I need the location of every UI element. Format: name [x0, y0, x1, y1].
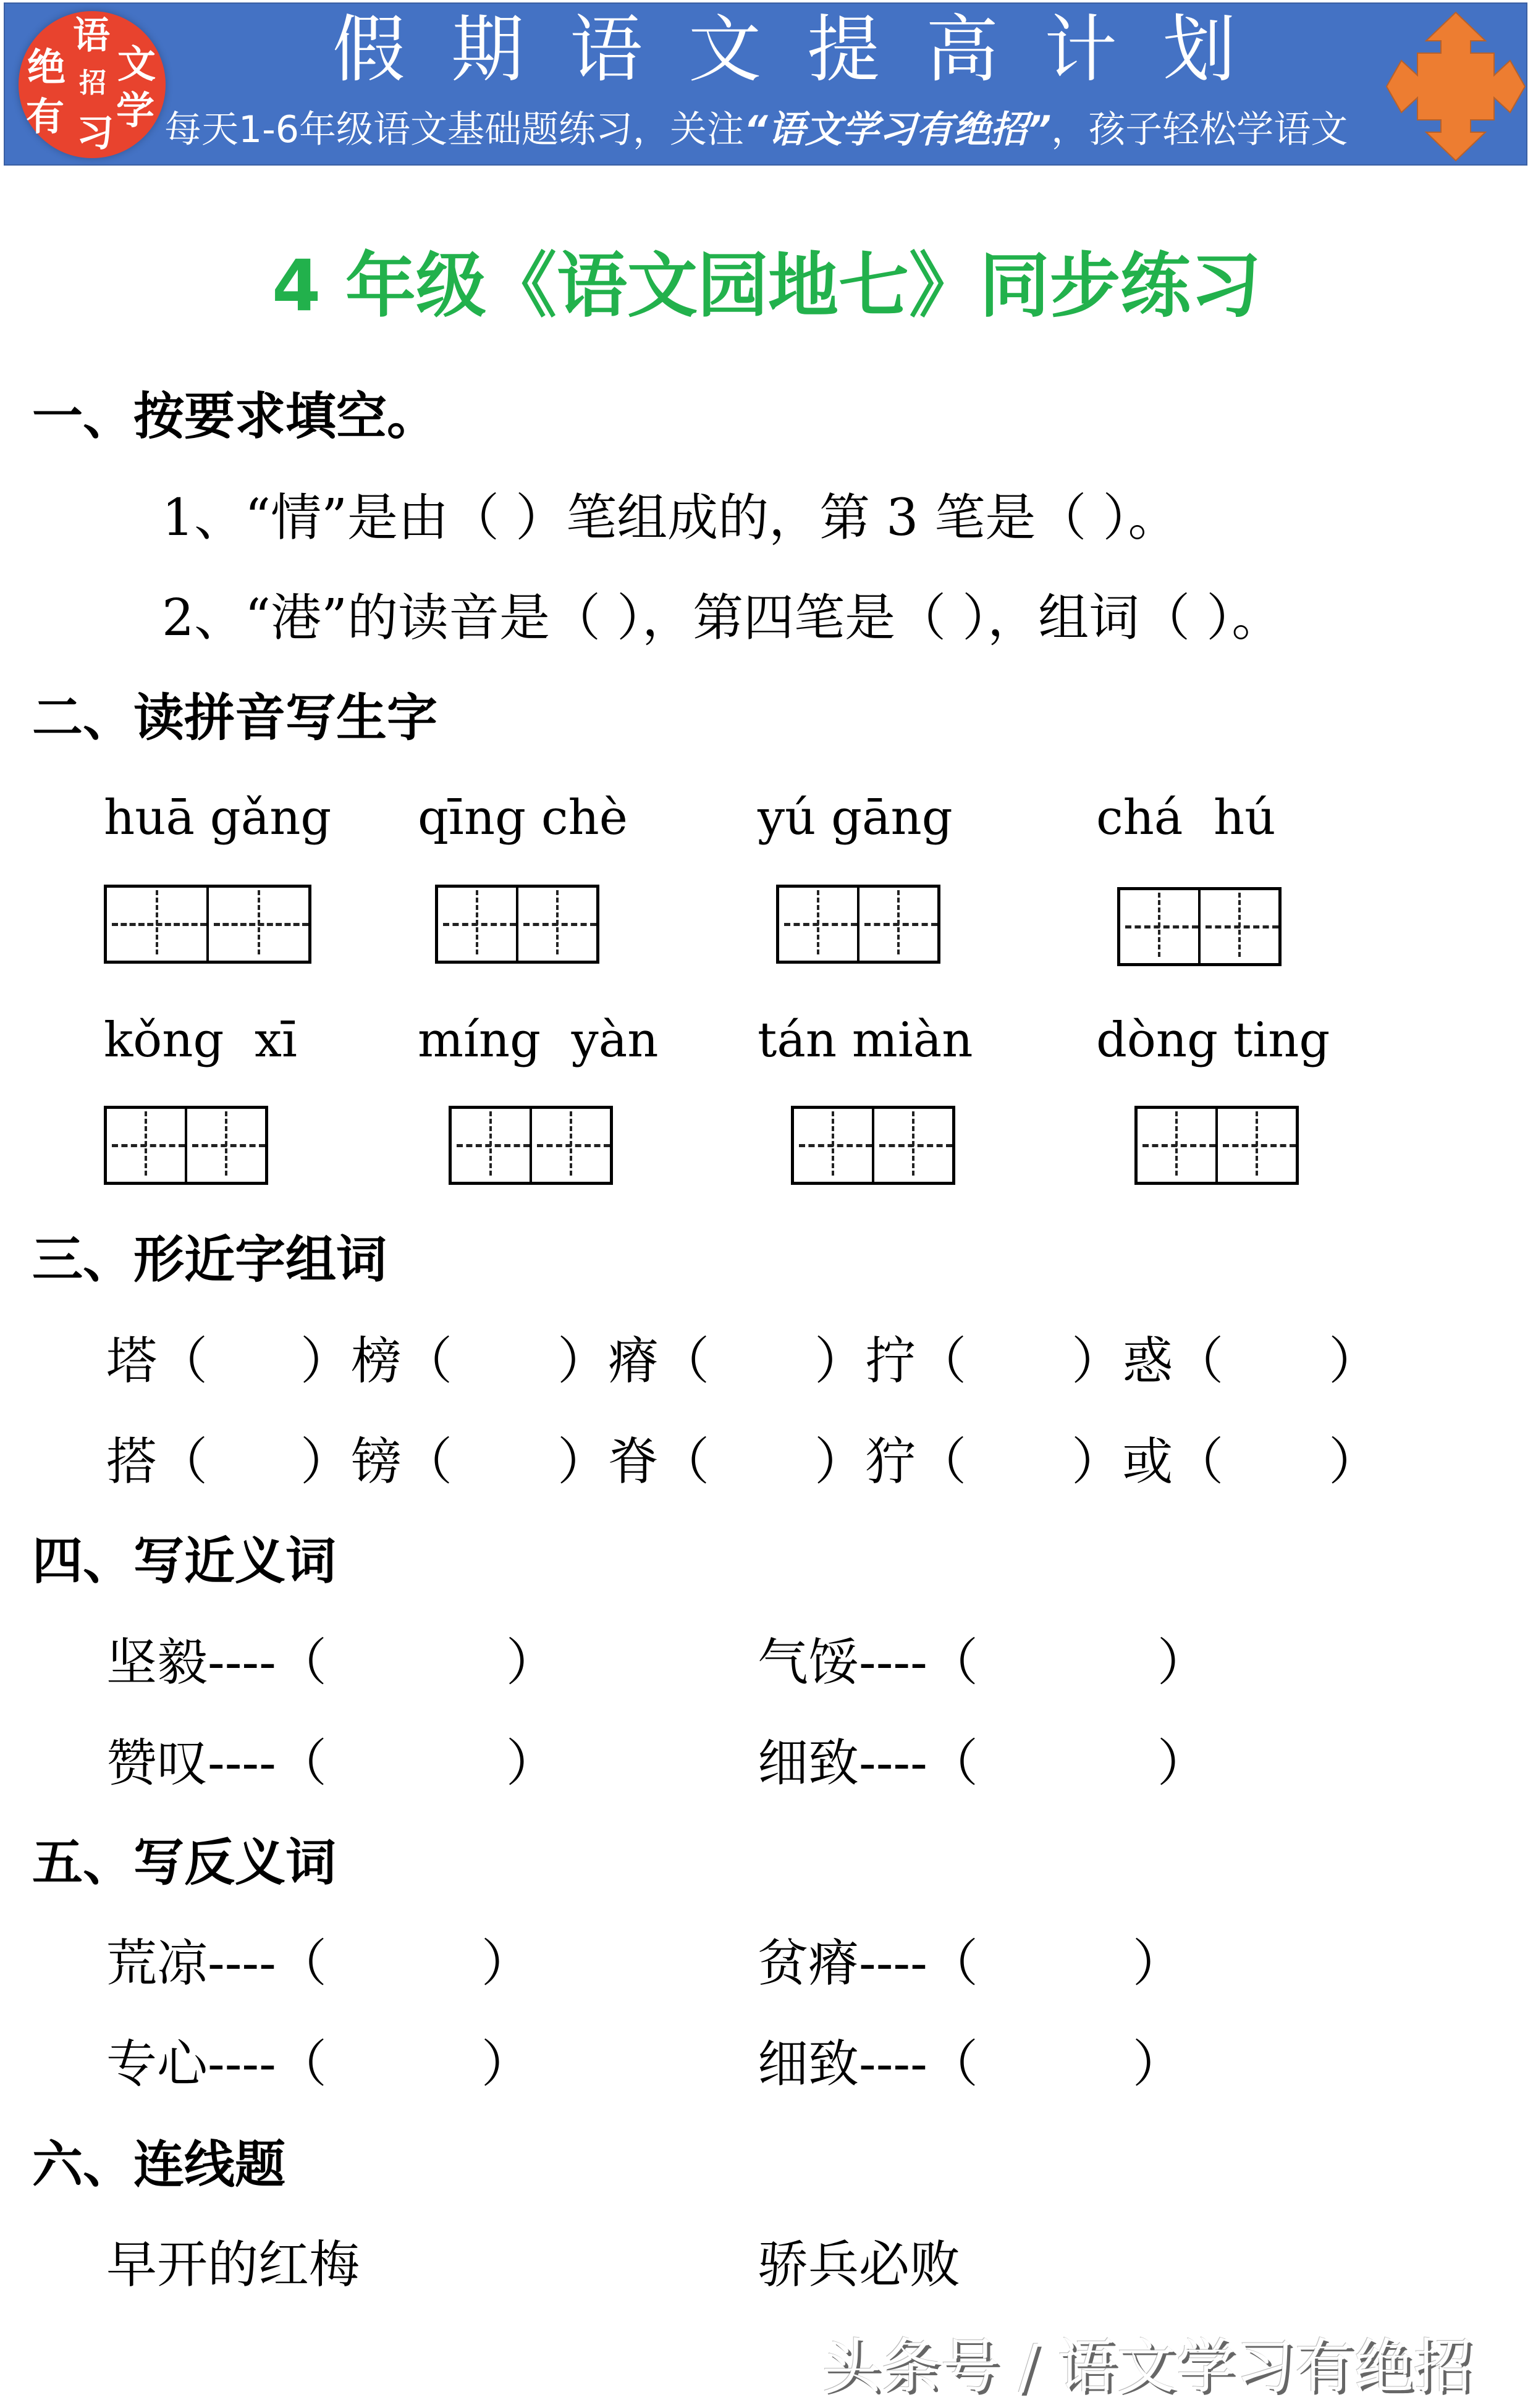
grid-cell[interactable]	[872, 1109, 952, 1182]
grid-cell[interactable]	[107, 888, 206, 961]
section-4-heading: 四、写近义词	[32, 1531, 337, 1591]
writing-grid[interactable]	[776, 885, 940, 964]
similar-char: 瘠	[608, 1332, 659, 1391]
similar-char: 拧	[865, 1332, 916, 1391]
grid-cell[interactable]	[516, 888, 596, 961]
logo-char: 有	[26, 94, 65, 139]
grid-cell[interactable]	[794, 1109, 872, 1182]
match-right-item[interactable]: 骄兵必败	[758, 2236, 961, 2294]
section-1-heading: 一、按要求填空。	[32, 387, 438, 446]
grid-cell[interactable]	[1120, 890, 1198, 963]
pinyin-label: míng yàn	[418, 1012, 659, 1068]
banner-subtitle-pre: 每天1-6年级语文基础题练习，关注	[164, 108, 744, 151]
pinyin-label: dòng ting	[1096, 1012, 1330, 1068]
writing-grid[interactable]	[449, 1106, 613, 1185]
s1-question-1: 1、“情”是由（ ）笔组成的，第 3 笔是（ ）。	[162, 489, 1179, 547]
four-way-arrow-icon	[1382, 9, 1530, 163]
grid-cell[interactable]	[1215, 1109, 1296, 1182]
logo-char: 语	[73, 14, 110, 57]
logo-char: 招	[79, 67, 106, 99]
section-5-heading: 五、写反义词	[32, 1833, 337, 1892]
grid-cell[interactable]	[857, 888, 937, 961]
writing-grid[interactable]	[435, 885, 599, 964]
logo-char: 文	[117, 41, 156, 86]
grid-cell[interactable]	[206, 888, 308, 961]
section-3-heading: 三、形近字组词	[32, 1230, 387, 1289]
grid-cell[interactable]	[185, 1109, 265, 1182]
banner-subtitle-post: ，孩子轻松学语文	[1051, 108, 1348, 151]
section-2-heading: 二、读拼音写生字	[32, 688, 438, 747]
banner-title: 假期语文提高计划	[332, 7, 1282, 92]
s3-row-2: 搭（ ）镑（ ）脊（ ）狞（ ）或（ ）	[106, 1433, 1380, 1491]
similar-char: 或	[1122, 1433, 1173, 1491]
s1-question-2: 2、“港”的读音是（ ），第四笔是（ ），组词（ ）。	[162, 589, 1283, 647]
grid-cell[interactable]	[1198, 890, 1278, 963]
similar-char: 惑	[1122, 1332, 1173, 1391]
grid-cell[interactable]	[438, 888, 516, 961]
match-left-item[interactable]: 早开的红梅	[106, 2236, 360, 2294]
synonym-item: 坚毅----（ ）	[106, 1633, 557, 1692]
writing-grid[interactable]	[1134, 1106, 1299, 1185]
similar-char: 搭	[106, 1433, 158, 1491]
writing-grid[interactable]	[1117, 887, 1282, 966]
watermark: 头条号 / 语文学习有绝招	[822, 2332, 1473, 2401]
pinyin-label: huā gǎng	[104, 790, 332, 846]
writing-grid[interactable]	[104, 885, 311, 964]
s3-row-1: 塔（ ）榜（ ）瘠（ ）拧（ ）惑（ ）	[106, 1332, 1380, 1391]
antonym-item: 细致----（ ）	[758, 2035, 1183, 2094]
similar-char: 镑	[351, 1433, 402, 1491]
similar-char: 塔	[106, 1332, 158, 1391]
pinyin-label: kǒng xī	[104, 1012, 297, 1068]
writing-grid[interactable]	[104, 1106, 268, 1185]
pinyin-label: yú gāng	[758, 790, 953, 846]
similar-char: 狞	[865, 1433, 916, 1491]
pinyin-label: chá hú	[1096, 790, 1276, 846]
similar-char: 脊	[608, 1433, 659, 1491]
logo-char: 习	[77, 112, 114, 155]
synonym-item: 气馁----（ ）	[758, 1633, 1208, 1692]
grid-cell[interactable]	[452, 1109, 530, 1182]
writing-grid[interactable]	[791, 1106, 955, 1185]
grid-cell[interactable]	[530, 1109, 610, 1182]
grid-cell[interactable]	[1138, 1109, 1215, 1182]
antonym-item: 贫瘠----（ ）	[758, 1934, 1183, 1993]
banner-subtitle-account: “语文学习有绝招”	[744, 108, 1052, 151]
similar-char: 榜	[351, 1332, 402, 1391]
section-6-heading: 六、连线题	[32, 2135, 286, 2194]
grid-cell[interactable]	[107, 1109, 185, 1182]
logo-char: 学	[116, 88, 155, 133]
antonym-item: 专心----（ ）	[106, 2035, 532, 2094]
synonym-item: 细致----（ ）	[758, 1734, 1208, 1793]
logo-badge	[19, 11, 166, 158]
synonym-item: 赞叹----（ ）	[106, 1734, 557, 1793]
grid-cell[interactable]	[779, 888, 857, 961]
banner-subtitle	[164, 107, 1348, 152]
header-banner	[4, 2, 1527, 166]
page-title: 4 年级《语文园地七》同步练习	[271, 245, 1261, 327]
antonym-item: 荒凉----（ ）	[106, 1934, 532, 1993]
logo-char: 绝	[27, 44, 66, 90]
pinyin-label: qīng chè	[418, 790, 628, 846]
pinyin-label: tán miàn	[758, 1012, 973, 1068]
